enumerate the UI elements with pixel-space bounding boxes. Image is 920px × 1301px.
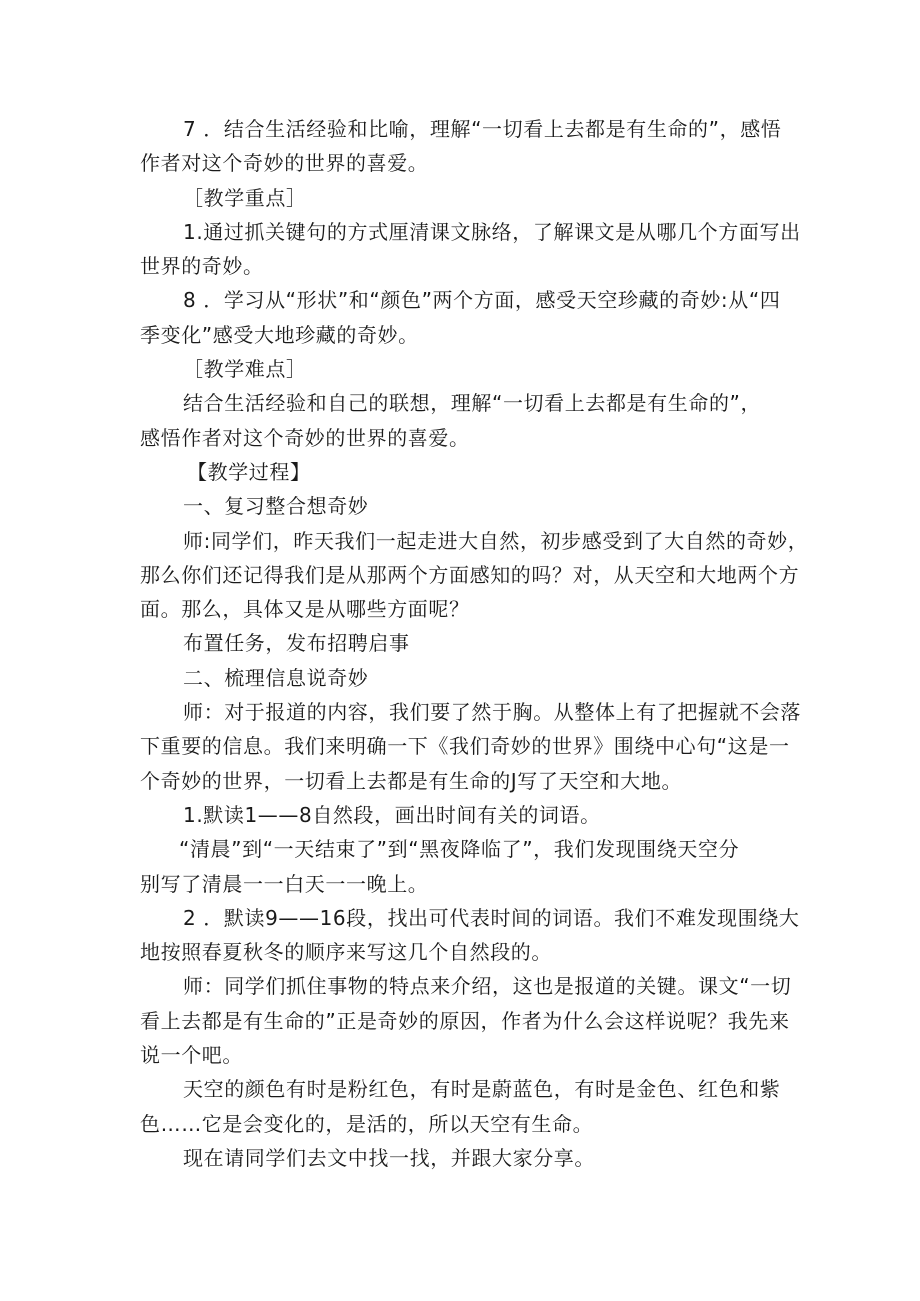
key-point-8-line-1: 8 ．学习从“形状”和“颜色”两个方面，感受天空珍藏的奇妙:从“四	[183, 288, 781, 313]
document-body	[140, 112, 809, 1175]
closing-instruction-line: 现在请同学们去文中找一找，并跟大家分享。	[183, 1145, 595, 1170]
quote-paragraph-line-2: 别写了清晨一一白天一一晚上。	[140, 871, 429, 896]
teacher-paragraph-1-line-1: 师:同学们，昨天我们一起走进大自然，初步感受到了大自然的奇妙，	[183, 528, 809, 553]
teacher-paragraph-2-line-3: 个奇妙的世界，一切看上去都是有生命的J写了天空和大地。	[140, 768, 683, 793]
section-heading-key-points: ［教学重点］	[183, 185, 307, 210]
teacher-paragraph-2-line-1: 师：对于报道的内容，我们要了然于胸。从整体上有了把握就不会落	[183, 700, 801, 725]
teacher-paragraph-3-line-1: 师：同学们抓住事物的特点来介绍，这也是报道的关键。课文“一切	[183, 974, 792, 999]
task-2-line-1: 2 ．默读9——16段，找出可代表时间的词语。我们不难发现围绕大	[183, 905, 800, 930]
step-1-heading: 一、复习整合想奇妙	[183, 494, 369, 519]
section-heading-process: 【教学过程】	[187, 459, 311, 484]
quote-paragraph-line-1: “清晨”到“一天结束了”到“黑夜降临了”，我们发现围绕天空分	[179, 837, 740, 862]
key-point-1-line-1: 1.通过抓关键句的方式厘清课文脉络，了解课文是从哪几个方面写出	[183, 219, 801, 244]
difficulty-line-2: 感悟作者对这个奇妙的世界的喜爱。	[140, 425, 470, 450]
teacher-paragraph-1-line-3: 面。那么，具体又是从哪些方面呢？	[140, 597, 470, 622]
section-heading-difficulties: ［教学难点］	[183, 357, 307, 382]
key-point-1-line-2: 世界的奇妙。	[140, 254, 264, 279]
assign-task-line: 布置任务，发布招聘启事	[183, 631, 410, 656]
teacher-paragraph-3-line-2: 看上去都是有生命的”正是奇妙的原因，作者为什么会这样说呢？我先来	[140, 1008, 790, 1033]
objective-7-line-1: 7 ．结合生活经验和比喻，理解“一切看上去都是有生命的”，感悟	[183, 117, 782, 141]
difficulty-line-1: 结合生活经验和自己的联想，理解“一切看上去都是有生命的”，	[183, 391, 762, 416]
teacher-paragraph-3-line-3: 说一个吧。	[140, 1043, 243, 1068]
teacher-paragraph-1-line-2: 那么你们还记得我们是从那两个方面感知的吗？对，从天空和大地两个方	[140, 562, 800, 587]
objective-7-line-2: 作者对这个奇妙的世界的喜爱。	[140, 151, 429, 176]
task-2-line-2: 地按照春夏秋冬的顺序来写这几个自然段的。	[140, 940, 552, 965]
step-2-heading: 二、梳理信息说奇妙	[183, 665, 369, 690]
teacher-paragraph-2-line-2: 下重要的信息。我们来明确一下《我们奇妙的世界》围绕中心句“这是一	[140, 734, 790, 759]
key-point-8-line-2: 季变化”感受大地珍藏的奇妙。	[140, 322, 419, 347]
sky-example-line-1: 天空的颜色有时是粉红色，有时是蔚蓝色，有时是金色、红色和紫	[183, 1077, 781, 1102]
task-1-line: 1.默读1——8自然段，画出时间有关的词语。	[183, 802, 601, 827]
sky-example-line-2: 色……它是会变化的，是活的，所以天空有生命。	[140, 1111, 594, 1136]
